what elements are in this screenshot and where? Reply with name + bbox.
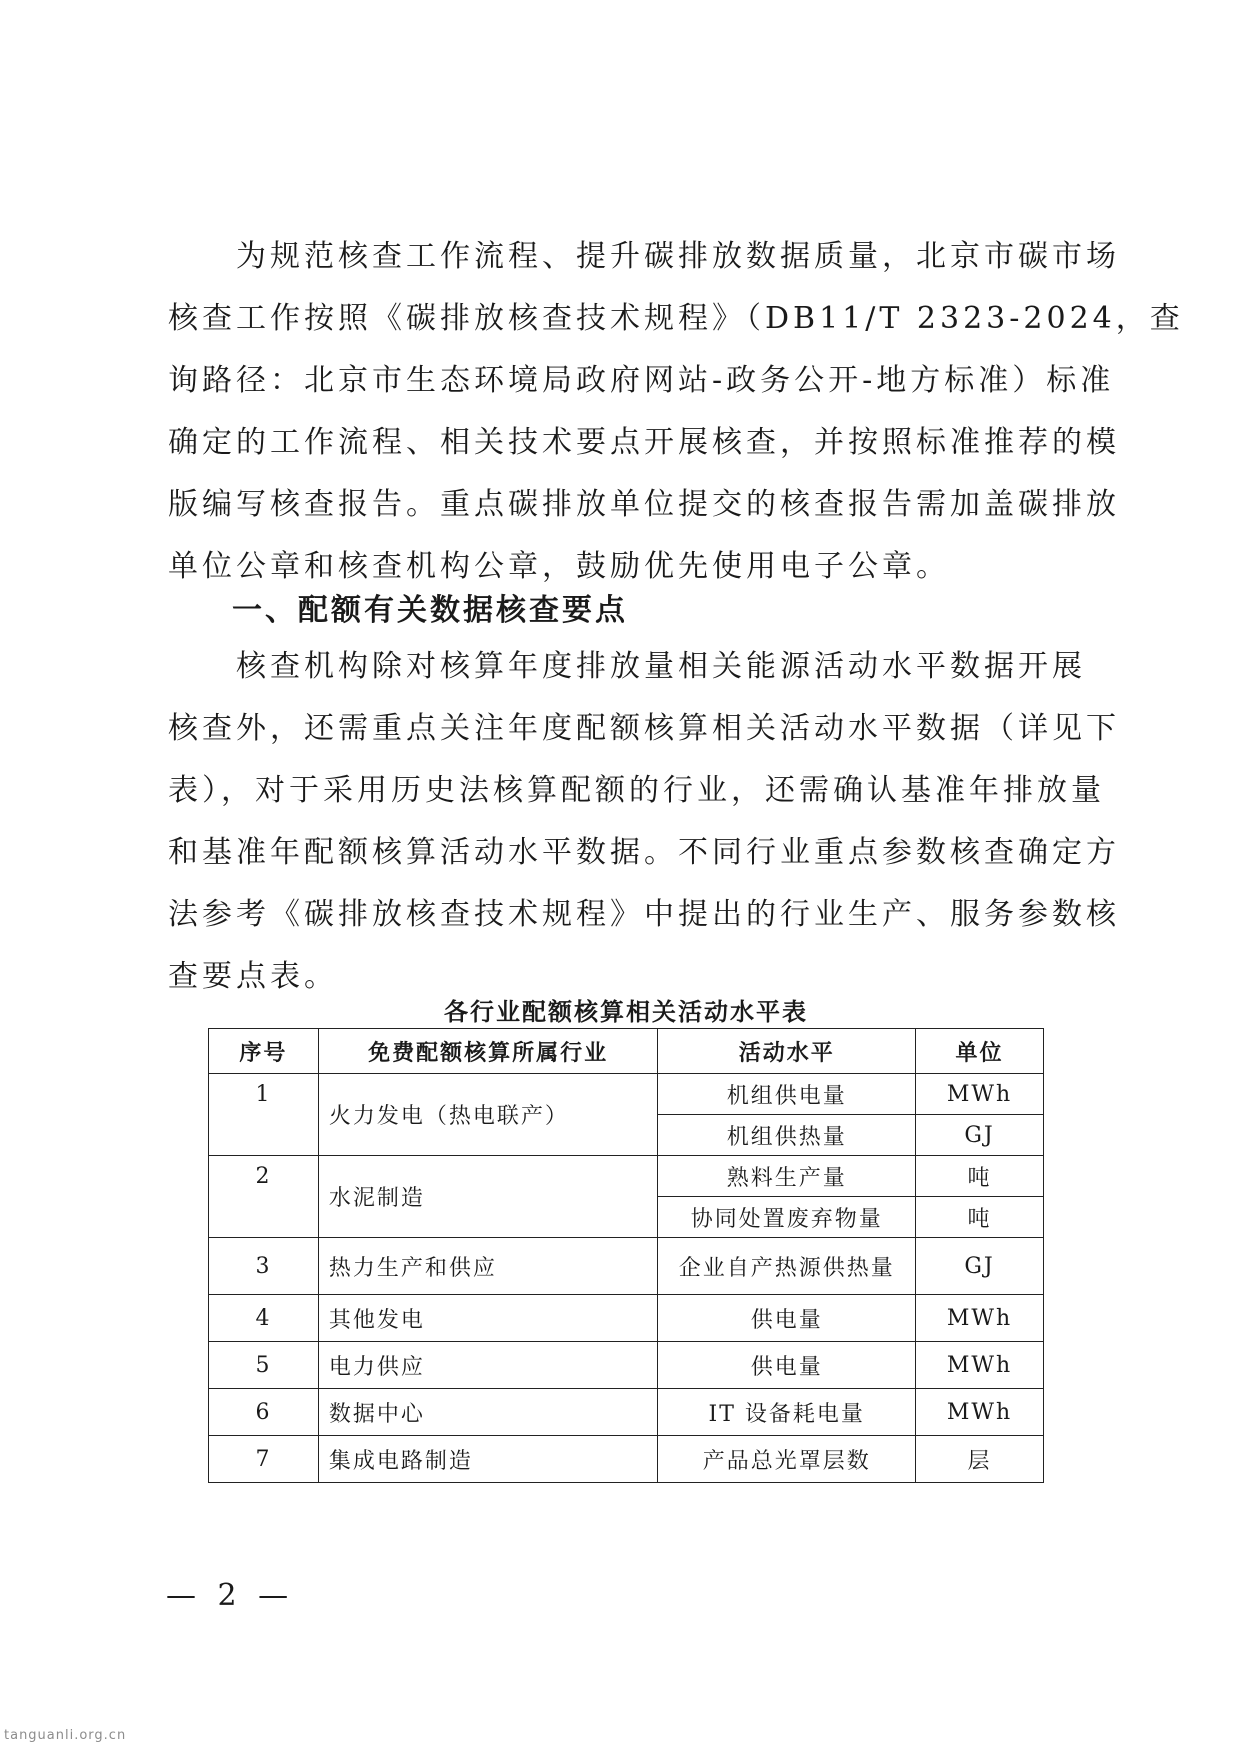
- unit-cell: MWh: [916, 1389, 1044, 1436]
- unit-cell: 吨: [916, 1156, 1044, 1197]
- intro-paragraph: [168, 226, 1184, 598]
- table-row: [209, 1074, 1044, 1115]
- table-header-row: [209, 1029, 1044, 1074]
- header-industry: 免费配额核算所属行业: [318, 1029, 658, 1074]
- watermark: tanguanli.org.cn: [4, 1728, 127, 1743]
- industry-cell: 火力发电（热电联产）: [318, 1074, 658, 1156]
- activity-level-cell: 供电量: [658, 1342, 916, 1389]
- paragraph-line: 表），对于采用历史法核算配额的行业，还需确认基准年排放量: [168, 773, 1105, 808]
- row-number: 5: [209, 1342, 319, 1389]
- paragraph-line: 和基准年配额核算活动水平数据。不同行业重点参数核查确定方: [168, 835, 1120, 870]
- activity-level-cell: 熟料生产量: [658, 1156, 916, 1197]
- activity-level-cell: 企业自产热源供热量: [658, 1238, 916, 1295]
- row-number: 2: [209, 1156, 319, 1238]
- activity-level-cell: IT 设备耗电量: [658, 1389, 916, 1436]
- industry-cell: 热力生产和供应: [318, 1238, 658, 1295]
- row-number: 3: [209, 1238, 319, 1295]
- paragraph-line: 确定的工作流程、相关技术要点开展核查，并按照标准推荐的模: [168, 425, 1120, 460]
- header-activity-level: 活动水平: [658, 1029, 916, 1074]
- section-heading: 一、配额有关数据核查要点: [232, 593, 628, 628]
- unit-cell: GJ: [916, 1238, 1044, 1295]
- paragraph-line: 核查外，还需重点关注年度配额核算相关活动水平数据（详见下: [168, 711, 1120, 746]
- row-number: 6: [209, 1389, 319, 1436]
- table-row: [209, 1436, 1044, 1483]
- industry-cell: 电力供应: [318, 1342, 658, 1389]
- unit-cell: MWh: [916, 1342, 1044, 1389]
- page-number: — 2 —: [166, 1578, 295, 1613]
- table-row: [209, 1156, 1044, 1197]
- industry-cell: 其他发电: [318, 1295, 658, 1342]
- section-paragraph: [168, 636, 1120, 1008]
- unit-cell: 吨: [916, 1197, 1044, 1238]
- unit-cell: GJ: [916, 1115, 1044, 1156]
- activity-level-cell: 协同处置废弃物量: [658, 1197, 916, 1238]
- header-unit: 单位: [916, 1029, 1044, 1074]
- table-caption: 各行业配额核算相关活动水平表: [444, 998, 808, 1026]
- table-row: [209, 1389, 1044, 1436]
- paragraph-line: 查要点表。: [168, 959, 338, 994]
- industry-cell: 集成电路制造: [318, 1436, 658, 1483]
- activity-level-cell: 机组供电量: [658, 1074, 916, 1115]
- header-no: 序号: [209, 1029, 319, 1074]
- activity-level-cell: 产品总光罩层数: [658, 1436, 916, 1483]
- industry-cell: 数据中心: [318, 1389, 658, 1436]
- unit-cell: 层: [916, 1436, 1044, 1483]
- row-number: 1: [209, 1074, 319, 1156]
- paragraph-line: 版编写核查报告。重点碳排放单位提交的核查报告需加盖碳排放: [168, 487, 1120, 522]
- row-number: 4: [209, 1295, 319, 1342]
- table-row: [209, 1238, 1044, 1295]
- unit-cell: MWh: [916, 1295, 1044, 1342]
- activity-level-cell: 供电量: [658, 1295, 916, 1342]
- paragraph-line: 单位公章和核查机构公章，鼓励优先使用电子公章。: [168, 549, 950, 584]
- paragraph-line: 核查工作按照《碳排放核查技术规程》（DB11/T 2323-2024，查: [168, 301, 1184, 336]
- industry-cell: 水泥制造: [318, 1156, 658, 1238]
- table-row: [209, 1342, 1044, 1389]
- quota-activity-table: [208, 1028, 1044, 1483]
- paragraph-line: 询路径：北京市生态环境局政府网站-政务公开-地方标准）标准: [168, 363, 1115, 398]
- activity-level-cell: 机组供热量: [658, 1115, 916, 1156]
- paragraph-line: 法参考《碳排放核查技术规程》中提出的行业生产、服务参数核: [168, 897, 1120, 932]
- paragraph-line: 核查机构除对核算年度排放量相关能源活动水平数据开展: [168, 649, 1086, 684]
- row-number: 7: [209, 1436, 319, 1483]
- table-row: [209, 1295, 1044, 1342]
- unit-cell: MWh: [916, 1074, 1044, 1115]
- paragraph-line: 为规范核查工作流程、提升碳排放数据质量，北京市碳市场: [168, 239, 1120, 274]
